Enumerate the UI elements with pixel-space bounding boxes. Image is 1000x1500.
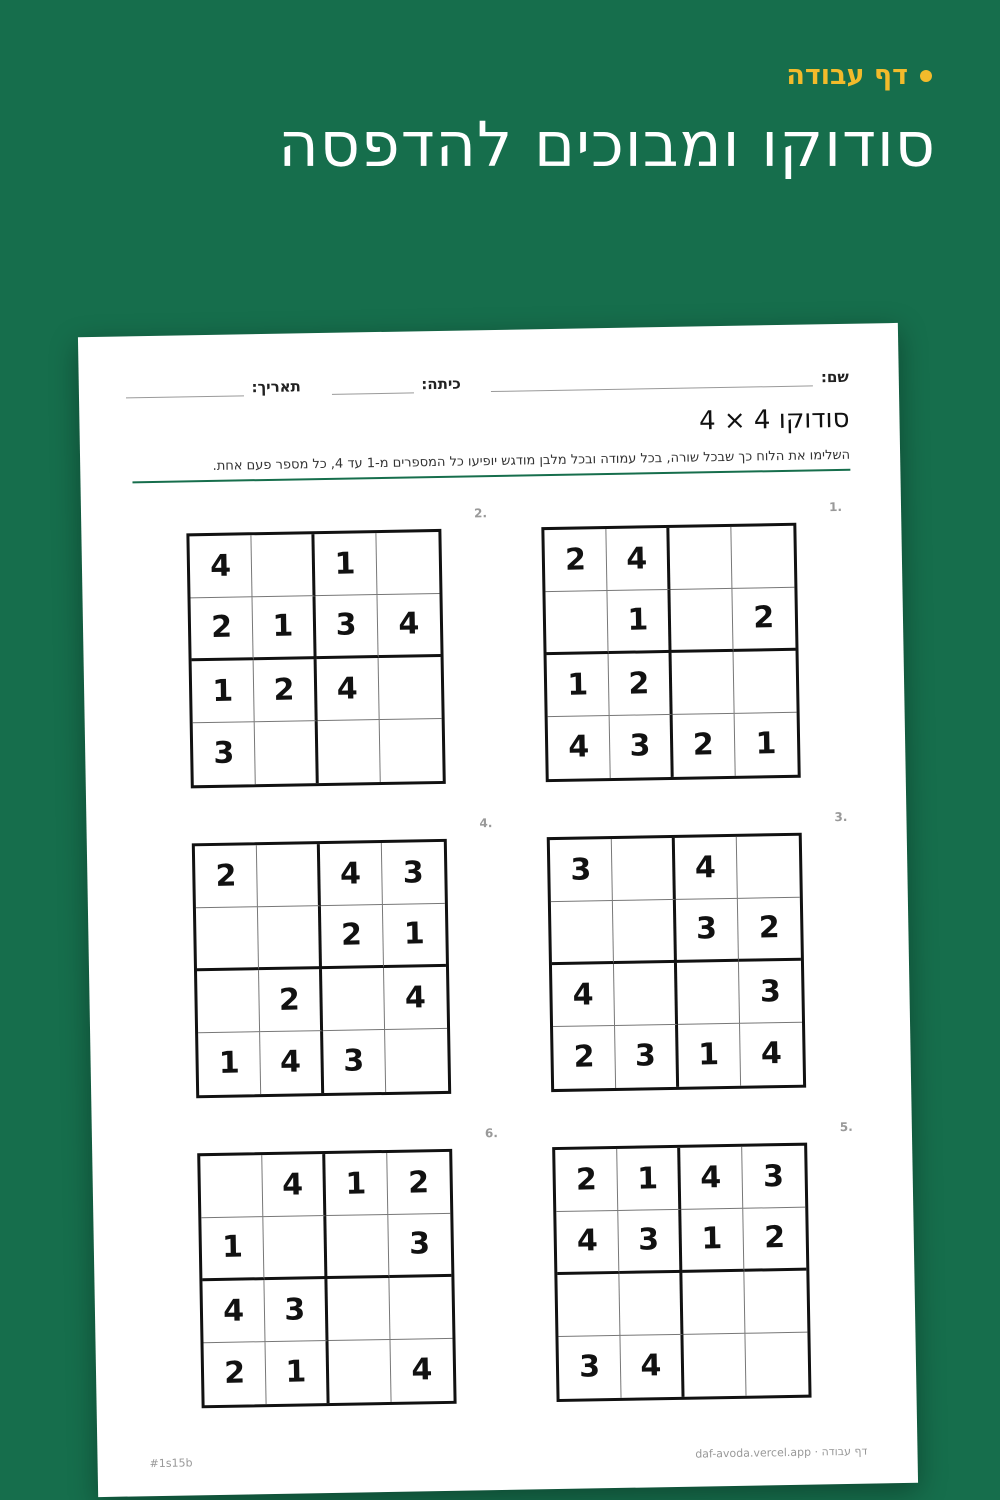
- sudoku-puzzle-5: [552, 1119, 853, 1402]
- sudoku-given-cell: 2: [609, 652, 672, 715]
- sudoku-given-cell: 2: [191, 597, 254, 660]
- worksheet-title: סודוקו 4 × 4: [698, 403, 850, 437]
- sudoku-given-cell: 3: [675, 899, 738, 962]
- student-fields: [131, 368, 849, 411]
- sudoku-grid: [186, 529, 445, 788]
- puzzle-number: 6.: [484, 1126, 498, 1141]
- sudoku-empty-cell[interactable]: [737, 836, 800, 899]
- sudoku-empty-cell[interactable]: [745, 1332, 808, 1395]
- sudoku-given-cell: 1: [201, 1217, 264, 1280]
- date-label: תאריך:: [251, 377, 301, 397]
- sudoku-given-cell: 1: [608, 590, 671, 653]
- sudoku-given-cell: 1: [314, 533, 377, 596]
- sudoku-empty-cell[interactable]: [252, 534, 315, 597]
- sudoku-given-cell: 4: [674, 837, 737, 900]
- worksheet-tag: [786, 60, 932, 91]
- class-line[interactable]: [331, 376, 413, 394]
- sudoku-empty-cell[interactable]: [612, 838, 675, 901]
- sudoku-given-cell: 3: [388, 1214, 451, 1277]
- puzzle-number: 4.: [479, 816, 493, 831]
- sudoku-given-cell: 4: [377, 594, 440, 657]
- sudoku-empty-cell[interactable]: [545, 591, 608, 654]
- sudoku-given-cell: 3: [550, 839, 613, 902]
- sudoku-grid: [547, 833, 806, 1092]
- sudoku-given-cell: 3: [382, 842, 445, 905]
- sudoku-given-cell: 3: [265, 1279, 328, 1342]
- sudoku-given-cell: 4: [607, 528, 670, 591]
- worksheet-paper: [78, 323, 918, 1497]
- sudoku-grid: [192, 839, 451, 1098]
- sudoku-empty-cell[interactable]: [255, 721, 318, 784]
- class-label: כיתה:: [421, 374, 461, 394]
- sudoku-given-cell: 1: [266, 1341, 329, 1404]
- sudoku-given-cell: 4: [621, 1335, 684, 1398]
- sudoku-puzzle-6: [197, 1126, 498, 1408]
- bullet-dot-icon: [920, 70, 932, 82]
- sudoku-empty-cell[interactable]: [744, 1270, 807, 1333]
- class-field[interactable]: [331, 375, 461, 395]
- sudoku-empty-cell[interactable]: [379, 719, 442, 782]
- sudoku-given-cell: 2: [732, 588, 795, 651]
- sudoku-given-cell: 2: [204, 1342, 267, 1405]
- tag-label: דף עבודה: [786, 60, 908, 91]
- sudoku-given-cell: 2: [195, 845, 258, 908]
- sudoku-empty-cell[interactable]: [197, 970, 260, 1033]
- sudoku-given-cell: 4: [760, 1036, 783, 1072]
- sudoku-given-cell: 3: [610, 715, 673, 778]
- sudoku-empty-cell[interactable]: [614, 962, 677, 1025]
- puzzle-number: 3.: [834, 809, 848, 825]
- sudoku-given-cell: 2: [743, 1208, 806, 1271]
- sudoku-empty-cell[interactable]: [257, 844, 320, 907]
- sudoku-empty-cell[interactable]: [328, 1340, 391, 1403]
- puzzle-number: 5.: [839, 1119, 853, 1135]
- sudoku-empty-cell[interactable]: [376, 532, 439, 595]
- sudoku-given-cell: 4: [552, 963, 615, 1026]
- name-label: שם:: [820, 367, 849, 387]
- sudoku-given-cell: 4: [316, 658, 379, 721]
- sudoku-given-cell: 3: [615, 1025, 678, 1088]
- sudoku-given-cell: 1: [681, 1209, 744, 1272]
- sudoku-puzzle-2: [186, 506, 488, 788]
- sudoku-grid: [197, 1149, 456, 1408]
- sudoku-given-cell: 4: [556, 1211, 619, 1274]
- sudoku-given-cell: 3: [315, 595, 378, 658]
- sudoku-given-cell: 2: [738, 898, 801, 961]
- page-headline: סודוקו ומבוכים להדפסה: [278, 108, 936, 181]
- name-line[interactable]: [491, 369, 813, 392]
- sudoku-empty-cell[interactable]: [613, 900, 676, 963]
- sudoku-empty-cell[interactable]: [389, 1276, 452, 1339]
- sudoku-empty-cell[interactable]: [264, 1216, 327, 1279]
- sudoku-given-cell: 1: [617, 1148, 680, 1211]
- worksheet-instructions: השלימו את הלוח כך שבכל שורה, בכל עמודה ובכל מלבן מודגש יופיעו כל המספרים מ-1 עד 4, כל מספר פעם אחת.: [132, 448, 850, 484]
- sudoku-empty-cell[interactable]: [731, 526, 794, 589]
- sudoku-given-cell: 4: [384, 966, 447, 1029]
- sudoku-given-cell: 3: [558, 1336, 621, 1399]
- sudoku-empty-cell[interactable]: [733, 650, 796, 713]
- sudoku-given-cell: 2: [544, 529, 607, 592]
- footer-code: #1s15b: [149, 1456, 193, 1471]
- sudoku-empty-cell[interactable]: [557, 1273, 620, 1336]
- sudoku-puzzle-3: [547, 809, 848, 1092]
- sudoku-empty-cell[interactable]: [196, 907, 259, 970]
- sudoku-given-cell: 1: [325, 1153, 388, 1216]
- sudoku-given-cell: 4: [548, 716, 611, 779]
- sudoku-given-cell: 2: [387, 1152, 450, 1215]
- sudoku-given-cell: 3: [323, 1030, 386, 1093]
- date-line[interactable]: [125, 379, 243, 398]
- date-field[interactable]: [125, 377, 301, 398]
- sudoku-empty-cell[interactable]: [683, 1334, 746, 1397]
- sudoku-empty-cell[interactable]: [551, 901, 614, 964]
- sudoku-empty-cell[interactable]: [200, 1155, 263, 1218]
- sudoku-empty-cell[interactable]: [385, 1029, 448, 1092]
- sudoku-grid: [552, 1143, 811, 1402]
- sudoku-given-cell: 2: [555, 1149, 618, 1212]
- sudoku-given-cell: 4: [411, 1352, 433, 1388]
- sudoku-empty-cell[interactable]: [378, 656, 441, 719]
- puzzle-number: 2.: [473, 506, 488, 521]
- sudoku-empty-cell[interactable]: [321, 968, 384, 1031]
- sudoku-given-cell: 1: [547, 654, 610, 717]
- sudoku-given-cell: 1: [198, 1032, 261, 1095]
- sudoku-given-cell: 2: [254, 659, 317, 722]
- sudoku-puzzle-1: [541, 499, 843, 782]
- sudoku-given-cell: 4: [260, 1031, 323, 1094]
- sudoku-empty-cell[interactable]: [670, 589, 733, 652]
- sudoku-empty-cell[interactable]: [671, 651, 734, 714]
- puzzle-number: 1.: [828, 499, 843, 515]
- sudoku-given-cell: 3: [742, 1146, 805, 1209]
- sudoku-given-cell: 3: [193, 722, 256, 785]
- sudoku-given-cell: 4: [262, 1154, 325, 1217]
- sudoku-puzzle-4: [192, 816, 493, 1098]
- name-field[interactable]: [491, 368, 849, 392]
- sudoku-given-cell: 1: [383, 904, 446, 967]
- sudoku-given-cell: 4: [680, 1147, 743, 1210]
- sudoku-given-cell: 3: [739, 960, 802, 1023]
- sudoku-given-cell: 1: [678, 1024, 741, 1087]
- sudoku-given-cell: 2: [553, 1026, 616, 1089]
- sudoku-given-cell: 2: [672, 714, 735, 777]
- sudoku-given-cell: 4: [189, 535, 252, 598]
- sudoku-empty-cell[interactable]: [669, 527, 732, 590]
- sudoku-empty-cell[interactable]: [258, 906, 321, 969]
- sudoku-given-cell: 1: [192, 660, 255, 723]
- sudoku-empty-cell[interactable]: [326, 1215, 389, 1278]
- sudoku-given-cell: 4: [319, 843, 382, 906]
- sudoku-given-cell: 3: [619, 1210, 682, 1273]
- sudoku-given-cell: 1: [755, 726, 777, 762]
- sudoku-empty-cell[interactable]: [317, 720, 380, 783]
- footer-site: דף עבודה · daf-avoda.vercel.app: [695, 1444, 868, 1461]
- sudoku-empty-cell[interactable]: [327, 1277, 390, 1340]
- sudoku-given-cell: 4: [202, 1280, 265, 1343]
- sudoku-given-cell: 1: [253, 596, 316, 659]
- sudoku-given-cell: 2: [259, 969, 322, 1032]
- sudoku-grid: [541, 523, 800, 782]
- sudoku-empty-cell[interactable]: [682, 1271, 745, 1334]
- sudoku-empty-cell[interactable]: [676, 961, 739, 1024]
- sudoku-empty-cell[interactable]: [620, 1272, 683, 1335]
- sudoku-given-cell: 2: [320, 905, 383, 968]
